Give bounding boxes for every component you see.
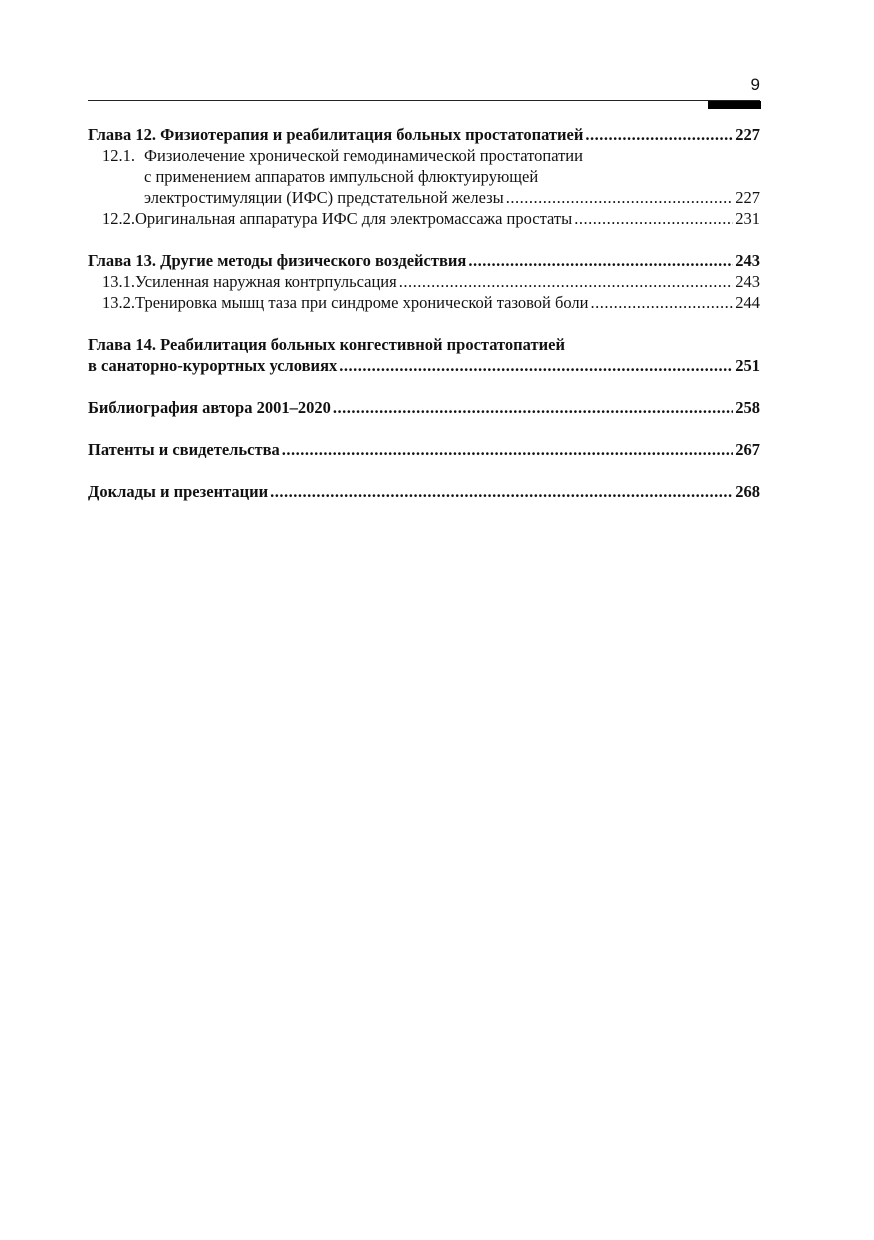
- leader-dots: [468, 250, 733, 271]
- toc-section-13-2[interactable]: [88, 292, 760, 313]
- toc-page-number: 243: [735, 251, 760, 270]
- toc-section-title: Оригинальная аппаратура ИФС для электромассажа простаты: [135, 209, 573, 228]
- toc-chapter-14-title-cont: в санаторно-курортных условиях: [88, 356, 338, 375]
- toc-page-number: 231: [735, 209, 760, 228]
- toc-page-number: 267: [735, 440, 760, 459]
- toc-chapter-13[interactable]: [88, 250, 760, 271]
- toc-section-title: Тренировка мышц таза при синдроме хронической тазовой боли: [135, 293, 589, 312]
- toc-chapter-14[interactable]: [88, 334, 760, 355]
- table-of-contents: [88, 124, 760, 502]
- toc-bibliography-title: Библиография автора 2001–2020: [88, 398, 331, 417]
- leader-dots: [333, 397, 733, 418]
- toc-section-title: Физиолечение хронической гемодинамической простатопатии: [144, 146, 583, 165]
- toc-section-title-cont: с применением аппаратов импульсной флюктуирующей: [144, 167, 539, 186]
- toc-reports-title: Доклады и презентации: [88, 482, 269, 501]
- leader-dots: [270, 481, 733, 502]
- toc-page-number: 258: [735, 398, 760, 417]
- toc-patents-title: Патенты и свидетельства: [88, 440, 280, 459]
- toc-section-12-2[interactable]: [88, 208, 760, 229]
- toc-page-number: 251: [735, 356, 760, 375]
- toc-chapter-13-title: Глава 13. Другие методы физического воздействия: [88, 251, 467, 270]
- toc-chapter-14-title: Глава 14. Реабилитация больных конгестивной простатопатией: [88, 335, 565, 354]
- toc-section-12-1[interactable]: [88, 145, 760, 166]
- toc-section-number: 13.1.: [102, 272, 135, 291]
- toc-section-number: 13.2.: [102, 293, 135, 312]
- toc-page-number: 243: [735, 272, 760, 291]
- toc-reports[interactable]: [88, 481, 760, 502]
- toc-section-title-cont: электростимуляции (ИФС) предстательной железы: [144, 188, 504, 207]
- toc-page-number: 227: [735, 188, 760, 207]
- leader-dots: [585, 124, 733, 145]
- toc-bibliography[interactable]: [88, 397, 760, 418]
- page-number: 9: [750, 75, 760, 94]
- toc-section-title: Усиленная наружная контрпульсация: [135, 272, 397, 291]
- leader-dots: [399, 271, 734, 292]
- header-rule: [88, 100, 760, 101]
- leader-dots: [574, 208, 733, 229]
- toc-section-number: 12.1.: [102, 146, 135, 165]
- toc-chapter-12-title: Глава 12. Физиотерапия и реабилитация больных простатопатией: [88, 125, 584, 144]
- leader-dots: [506, 187, 734, 208]
- leader-dots: [339, 355, 733, 376]
- leader-dots: [282, 439, 734, 460]
- toc-section-13-1[interactable]: [88, 271, 760, 292]
- header-tab-marker: [708, 101, 761, 109]
- toc-page-number: 244: [735, 293, 760, 312]
- toc-section-12-1-cont: [88, 166, 760, 187]
- toc-section-number: 12.2.: [102, 209, 135, 228]
- toc-chapter-14-cont[interactable]: [88, 355, 760, 376]
- toc-patents[interactable]: [88, 439, 760, 460]
- toc-section-12-1-cont2: [88, 187, 760, 208]
- toc-page-number: 227: [735, 125, 760, 144]
- leader-dots: [591, 292, 734, 313]
- toc-page-number: 268: [735, 482, 760, 501]
- toc-chapter-12[interactable]: [88, 124, 760, 145]
